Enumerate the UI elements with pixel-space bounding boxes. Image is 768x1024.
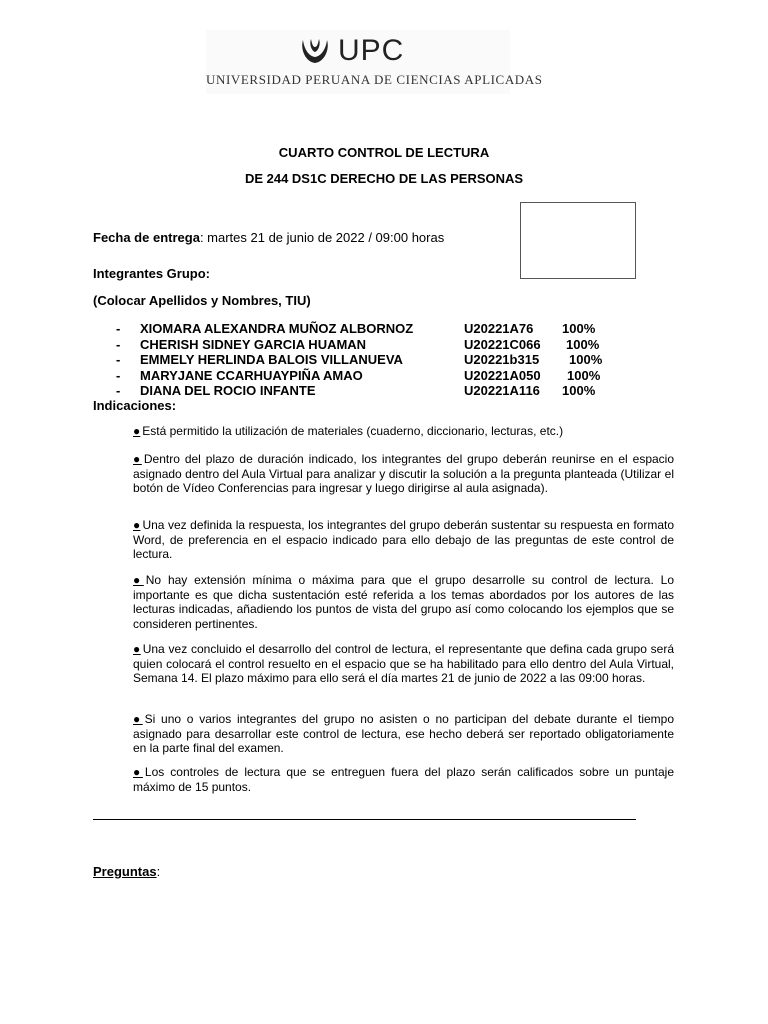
member-code: U20221A76 [464,321,534,336]
list-item: ● Una vez definida la respuesta, los integrantes del grupo deberán sustentar su respuesta en formato Word, de preferencia en el espacio indicado para ello debajo de las preguntas de este control de lectura. [133,518,674,562]
bullet-icon: ● [133,765,143,779]
member-name: EMMELY HERLINDA BALOIS VILLANUEVA [140,352,403,367]
separator-line [93,819,636,820]
bullet-icon: ● [133,712,143,726]
group-label: Integrantes Grupo: [93,266,211,281]
member-percentage: 100% [562,321,596,336]
member-code: U20221A050 [464,367,541,383]
upc-logo [206,30,543,94]
document-title: CUARTO CONTROL DE LECTURA [278,145,490,160]
bullet-icon: ● [133,518,141,532]
list-item: ● Dentro del plazo de duración indicado, los integrantes del grupo deberán reunirse en el espacio asignado dentro del Aula Virtual para analizar y discutir la solución a la pregunta planteada (Utilizar el botón de Vídeo Conferencias para ingresar y luego dirigirse al aula asignada). [133,452,675,496]
member-code: U20221A116 [464,383,540,398]
questions-heading: Preguntas: [93,864,161,879]
bullet-icon: ● [133,452,142,466]
member-name: MARYJANE CCARHUAYPIÑA AMAO [140,367,363,383]
list-item: ● Una vez concluido el desarrollo del control de lectura, el representante que defina cada grupo será quien colocará el control resuelto en el espacio que se ha habilitado para ello dentro del Aula Virtual, Semana 14. El plazo máximo para ello será el día martes 21 de junio de 2022 a las 09:00 horas. [133,642,675,686]
member-percentage: 100% [566,336,600,352]
university-name: UNIVERSIDAD PERUANA DE CIENCIAS APLICADAS [206,72,543,87]
delivery-label: Fecha de entrega [93,230,200,245]
member-name: XIOMARA ALEXANDRA MUÑOZ ALBORNOZ [140,321,414,336]
indications-label: Indicaciones: [93,398,177,413]
bullet-icon: ● [133,424,141,438]
delivery-value: : martes 21 de junio de 2022 / 09:00 horas [199,230,445,245]
list-item: ● Los controles de lectura que se entreguen fuera del plazo serán calificados sobre un puntaje máximo de 15 puntos. [133,765,674,794]
upc-emblem-icon [298,36,332,66]
member-code: U20221b315 [464,352,540,367]
member-percentage: 100% [569,352,603,367]
bullet-icon: ● [133,642,141,656]
list-item: ● Si uno o varios integrantes del grupo no asisten o no participan del debate durante el tiempo asignado para desarrollar este control de lectura, ese hecho deberá ser reportado obligatoriamente en la parte final del examen. [133,712,675,756]
questions-label: Preguntas [93,864,157,879]
grade-box [520,202,636,279]
list-item: ● Está permitido la utilización de materiales (cuaderno, diccionario, lecturas, etc.) [133,424,564,438]
delivery-date [93,230,444,245]
member-percentage: 100% [567,367,601,383]
logo-name: UPC [338,34,405,67]
member-percentage: 100% [562,383,596,398]
list-item: ● No hay extensión mínima o máxima para que el grupo desarrolle su control de lectura. Lo importante es que dicha sustentación esté referida a los temas abordados por los autores de las lecturas indicadas, añadiendo los puntos de vista del grupo así como colocando los ejemplos que se consideren pertinentes. [133,573,674,631]
course-title: DE 244 DS1C DERECHO DE LAS PERSONAS [244,171,524,186]
bullet-icon: ● [133,573,144,587]
member-name: CHERISH SIDNEY GARCIA HUAMAN [140,336,367,352]
group-instruction: (Colocar Apellidos y Nombres, TIU) [93,293,311,308]
member-name: DIANA DEL ROCIO INFANTE [140,383,316,398]
member-code: U20221C066 [464,336,541,352]
